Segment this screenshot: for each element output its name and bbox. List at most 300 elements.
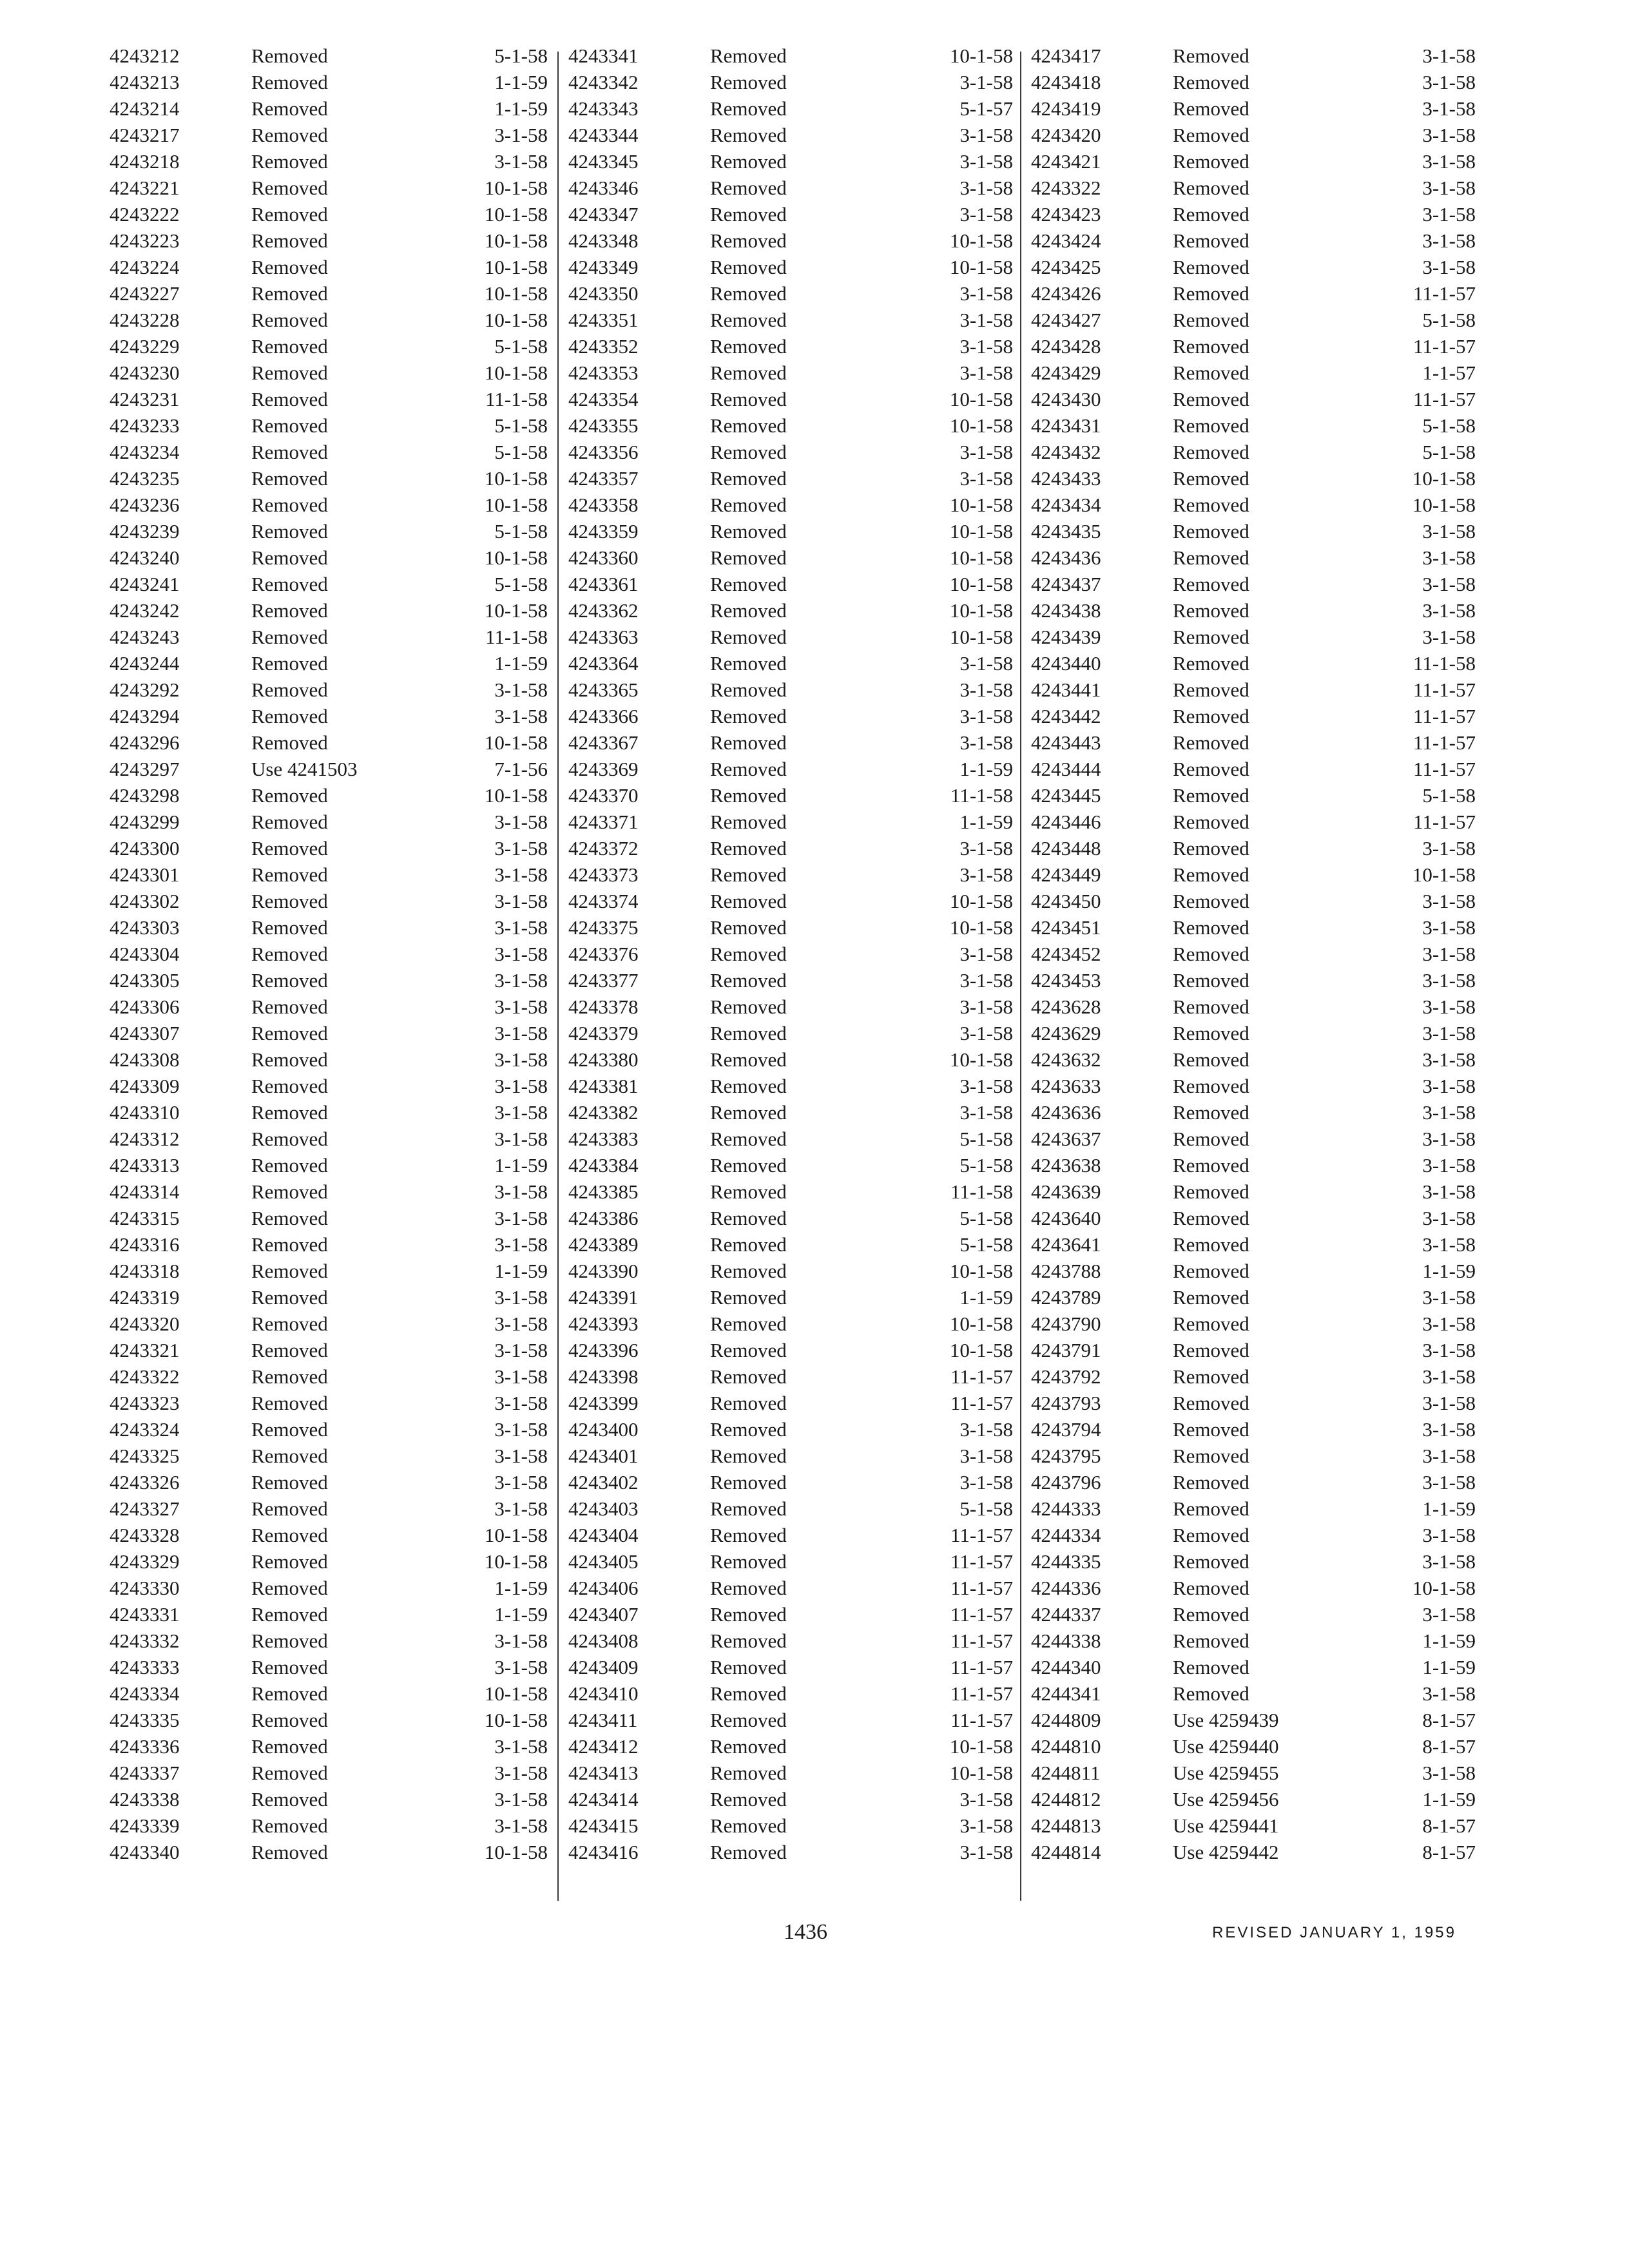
effective-date: 3-1-58 [494, 1128, 548, 1150]
effective-date: 3-1-58 [494, 1762, 548, 1784]
part-number: 4243411 [568, 1709, 638, 1731]
part-number: 4243437 [1031, 573, 1101, 595]
table-row [110, 1073, 548, 1099]
part-status: Removed [710, 705, 787, 727]
part-number: 4243421 [1031, 150, 1101, 173]
effective-date: 1-1-59 [1422, 1629, 1476, 1652]
part-status: Removed [1173, 969, 1249, 992]
part-number: 4243302 [110, 890, 180, 912]
parts-column-3 [1031, 43, 1476, 1865]
part-status: Removed [251, 1497, 328, 1520]
part-status: Removed [1173, 71, 1249, 93]
part-status: Removed [710, 256, 787, 278]
part-status: Removed [251, 678, 328, 701]
part-status: Removed [1173, 837, 1249, 860]
part-status: Removed [710, 520, 787, 543]
table-row [110, 386, 548, 412]
part-status: Removed [251, 943, 328, 965]
part-status: Removed [1173, 494, 1249, 516]
table-row [1031, 1337, 1476, 1363]
part-number: 4244338 [1031, 1629, 1101, 1652]
effective-date: 3-1-58 [959, 71, 1013, 93]
part-status: Removed [1173, 520, 1249, 543]
part-status: Removed [1173, 1550, 1249, 1573]
effective-date: 3-1-58 [494, 1048, 548, 1071]
effective-date: 3-1-58 [1422, 124, 1476, 146]
part-status: Removed [1173, 1656, 1249, 1678]
part-number: 4243390 [568, 1260, 639, 1282]
table-row [1031, 597, 1476, 624]
part-number: 4243326 [110, 1471, 180, 1494]
part-number: 4243379 [568, 1022, 639, 1044]
part-status: Removed [1173, 44, 1249, 67]
table-row [1031, 782, 1476, 809]
part-number: 4243409 [568, 1656, 639, 1678]
table-row [568, 175, 1013, 201]
effective-date: 11-1-58 [1413, 652, 1476, 675]
part-number: 4243314 [110, 1180, 180, 1203]
table-row [110, 782, 548, 809]
effective-date: 3-1-58 [494, 150, 548, 173]
part-number: 4243393 [568, 1312, 639, 1335]
part-status: Removed [710, 1180, 787, 1203]
part-number: 4243366 [568, 705, 639, 727]
table-row [1031, 1020, 1476, 1046]
effective-date: 10-1-58 [1412, 494, 1476, 516]
effective-date: 11-1-57 [950, 1629, 1013, 1652]
effective-date: 10-1-58 [949, 1260, 1013, 1282]
part-status: Removed [1173, 599, 1249, 622]
part-number: 4243406 [568, 1577, 639, 1599]
part-number: 4243639 [1031, 1180, 1101, 1203]
part-status: Removed [251, 652, 328, 675]
table-row [568, 703, 1013, 729]
part-number: 4243352 [568, 335, 639, 358]
effective-date: 3-1-58 [1422, 916, 1476, 939]
part-number: 4243244 [110, 652, 180, 675]
part-status: Removed [251, 1048, 328, 1071]
effective-date: 3-1-58 [1422, 1550, 1476, 1573]
part-number: 4243427 [1031, 309, 1101, 331]
table-row [1031, 465, 1476, 492]
part-status: Removed [251, 97, 328, 120]
part-status: Removed [251, 1814, 328, 1837]
part-status: Removed [1173, 150, 1249, 173]
effective-date: 10-1-58 [484, 1524, 548, 1546]
part-status: Removed [1173, 916, 1249, 939]
part-status: Removed [710, 150, 787, 173]
part-number: 4243638 [1031, 1154, 1101, 1177]
part-number: 4243404 [568, 1524, 639, 1546]
part-status: Removed [251, 1550, 328, 1573]
part-number: 4243332 [110, 1629, 180, 1652]
effective-date: 3-1-58 [959, 467, 1013, 490]
effective-date: 3-1-58 [959, 1788, 1013, 1811]
part-status: Removed [251, 1075, 328, 1097]
effective-date: 3-1-58 [959, 309, 1013, 331]
effective-date: 3-1-58 [494, 916, 548, 939]
part-status: Removed [710, 1550, 787, 1573]
part-number: 4243415 [568, 1814, 639, 1837]
part-number: 4243424 [1031, 229, 1101, 252]
table-row [1031, 386, 1476, 412]
effective-date: 11-1-57 [1413, 758, 1476, 780]
part-number: 4243629 [1031, 1022, 1101, 1044]
effective-date: 3-1-58 [494, 1735, 548, 1758]
part-status: Removed [1173, 309, 1249, 331]
part-status: Removed [1173, 1392, 1249, 1414]
part-number: 4243353 [568, 361, 639, 384]
effective-date: 3-1-58 [494, 1312, 548, 1335]
part-status: Removed [251, 494, 328, 516]
part-status: Removed [1173, 1233, 1249, 1256]
table-row [1031, 1575, 1476, 1601]
part-number: 4243418 [1031, 71, 1101, 93]
effective-date: 11-1-57 [1413, 705, 1476, 727]
part-status: Removed [710, 678, 787, 701]
part-status: Removed [251, 863, 328, 886]
part-number: 4243386 [568, 1207, 639, 1229]
effective-date: 10-1-58 [484, 1550, 548, 1573]
part-status: Removed [251, 1207, 328, 1229]
effective-date: 11-1-57 [950, 1603, 1013, 1626]
table-row [568, 571, 1013, 597]
effective-date: 3-1-58 [1422, 1392, 1476, 1414]
effective-date: 3-1-58 [1422, 1207, 1476, 1229]
effective-date: 3-1-58 [494, 1656, 548, 1678]
table-row [110, 1495, 548, 1522]
table-row [1031, 888, 1476, 914]
part-status: Removed [1173, 1207, 1249, 1229]
table-row [568, 1337, 1013, 1363]
table-row [110, 677, 548, 703]
part-status: Removed [710, 494, 787, 516]
effective-date: 3-1-58 [1422, 599, 1476, 622]
table-row [568, 122, 1013, 148]
part-number: 4243381 [568, 1075, 639, 1097]
table-row [1031, 1601, 1476, 1628]
table-row [1031, 43, 1476, 69]
part-status: Removed [1173, 256, 1249, 278]
table-row [110, 729, 548, 756]
effective-date: 3-1-58 [494, 1365, 548, 1388]
table-row [110, 227, 548, 254]
part-number: 4243310 [110, 1101, 180, 1124]
table-row [110, 1258, 548, 1284]
table-row [110, 1126, 548, 1152]
part-number: 4243425 [1031, 256, 1101, 278]
table-row [110, 914, 548, 941]
part-status: Removed [1173, 441, 1249, 463]
part-status: Removed [710, 1286, 787, 1309]
part-number: 4243789 [1031, 1286, 1101, 1309]
part-status: Removed [1173, 1128, 1249, 1150]
part-status: Removed [251, 361, 328, 384]
table-row [110, 360, 548, 386]
part-status: Removed [1173, 784, 1249, 807]
part-status: Removed [251, 599, 328, 622]
table-row [110, 1680, 548, 1707]
part-status: Removed [251, 995, 328, 1018]
effective-date: 10-1-58 [949, 599, 1013, 622]
table-row [110, 175, 548, 201]
part-status: Removed [710, 335, 787, 358]
effective-date: 10-1-58 [949, 1048, 1013, 1071]
part-status: Removed [710, 758, 787, 780]
table-row [568, 1575, 1013, 1601]
part-number: 4243320 [110, 1312, 180, 1335]
part-number: 4243334 [110, 1682, 180, 1705]
table-row [568, 1680, 1013, 1707]
part-status: Removed [710, 1788, 787, 1811]
effective-date: 1-1-59 [494, 652, 548, 675]
part-status: Removed [710, 652, 787, 675]
part-number: 4243349 [568, 256, 639, 278]
part-status: Removed [1173, 1339, 1249, 1361]
effective-date: 3-1-58 [959, 863, 1013, 886]
effective-date: 3-1-58 [494, 1471, 548, 1494]
table-row [568, 43, 1013, 69]
effective-date: 7-1-56 [494, 758, 548, 780]
effective-date: 10-1-58 [484, 1841, 548, 1863]
effective-date: 3-1-58 [959, 652, 1013, 675]
part-number: 4243298 [110, 784, 180, 807]
part-status: Removed [710, 916, 787, 939]
effective-date: 3-1-58 [1422, 1048, 1476, 1071]
part-number: 4243640 [1031, 1207, 1101, 1229]
table-row [110, 412, 548, 439]
part-status: Removed [710, 1762, 787, 1784]
table-row [110, 1812, 548, 1839]
effective-date: 10-1-58 [949, 546, 1013, 569]
part-status: Removed [710, 1339, 787, 1361]
column-divider [1020, 52, 1021, 1901]
effective-date: 3-1-58 [1422, 1022, 1476, 1044]
effective-date: 5-1-58 [494, 414, 548, 437]
part-status: Removed [710, 1735, 787, 1758]
part-number: 4243632 [1031, 1048, 1101, 1071]
part-number: 4243297 [110, 758, 180, 780]
part-status: Removed [251, 969, 328, 992]
part-status: Removed [251, 1682, 328, 1705]
part-number: 4243236 [110, 494, 180, 516]
table-row [1031, 1469, 1476, 1495]
effective-date: 11-1-57 [1413, 388, 1476, 410]
part-status: Removed [251, 335, 328, 358]
table-row [1031, 1363, 1476, 1390]
table-row [110, 1311, 548, 1337]
part-status: Removed [710, 1709, 787, 1731]
table-row [568, 967, 1013, 994]
part-number: 4243359 [568, 520, 639, 543]
effective-date: 10-1-58 [484, 177, 548, 199]
table-row [110, 307, 548, 333]
part-number: 4243303 [110, 916, 180, 939]
part-status: Removed [251, 150, 328, 173]
part-number: 4243330 [110, 1577, 180, 1599]
table-row [1031, 1707, 1476, 1733]
part-status: Removed [710, 626, 787, 648]
table-row [1031, 492, 1476, 518]
effective-date: 10-1-58 [949, 1735, 1013, 1758]
effective-date: 3-1-58 [1422, 1762, 1476, 1784]
part-number: 4243228 [110, 309, 180, 331]
table-row [1031, 201, 1476, 227]
part-status: Removed [251, 1154, 328, 1177]
part-status: Use 4259456 [1173, 1788, 1279, 1811]
part-number: 4243230 [110, 361, 180, 384]
table-row [568, 914, 1013, 941]
part-number: 4244335 [1031, 1550, 1101, 1573]
part-number: 4243450 [1031, 890, 1101, 912]
effective-date: 5-1-58 [959, 1207, 1013, 1229]
part-number: 4243405 [568, 1550, 639, 1573]
part-number: 4243304 [110, 943, 180, 965]
part-number: 4244337 [1031, 1603, 1101, 1626]
effective-date: 11-1-57 [950, 1682, 1013, 1705]
part-number: 4244814 [1031, 1841, 1101, 1863]
part-number: 4243382 [568, 1101, 639, 1124]
part-status: Removed [710, 441, 787, 463]
part-status: Removed [710, 1392, 787, 1414]
effective-date: 8-1-57 [1422, 1709, 1476, 1731]
part-status: Removed [710, 203, 787, 226]
table-row [110, 624, 548, 650]
part-status: Removed [710, 229, 787, 252]
effective-date: 5-1-57 [959, 97, 1013, 120]
table-row [568, 1628, 1013, 1654]
effective-date: 11-1-58 [485, 388, 548, 410]
part-status: Removed [710, 282, 787, 305]
table-row [568, 729, 1013, 756]
part-status: Removed [710, 1048, 787, 1071]
table-row [110, 1628, 548, 1654]
table-row [110, 1786, 548, 1812]
part-number: 4243445 [1031, 784, 1101, 807]
effective-date: 11-1-58 [950, 1180, 1013, 1203]
part-status: Removed [1173, 282, 1249, 305]
table-row [1031, 1311, 1476, 1337]
part-number: 4243309 [110, 1075, 180, 1097]
effective-date: 11-1-58 [950, 784, 1013, 807]
part-number: 4243383 [568, 1128, 639, 1150]
part-number: 4243432 [1031, 441, 1101, 463]
effective-date: 3-1-58 [1422, 1418, 1476, 1441]
effective-date: 3-1-58 [494, 837, 548, 860]
part-status: Removed [251, 256, 328, 278]
table-row [1031, 1812, 1476, 1839]
part-status: Use 4259440 [1173, 1735, 1279, 1758]
part-status: Removed [251, 1471, 328, 1494]
table-row [110, 69, 548, 95]
effective-date: 3-1-58 [494, 1392, 548, 1414]
part-status: Removed [710, 1682, 787, 1705]
effective-date: 11-1-57 [1413, 731, 1476, 754]
table-row [1031, 1733, 1476, 1760]
effective-date: 10-1-58 [949, 573, 1013, 595]
part-number: 4243322 [110, 1365, 180, 1388]
table-row [568, 1152, 1013, 1178]
part-status: Removed [251, 1233, 328, 1256]
effective-date: 1-1-59 [959, 811, 1013, 833]
part-status: Removed [251, 705, 328, 727]
effective-date: 3-1-58 [959, 943, 1013, 965]
effective-date: 10-1-58 [484, 1709, 548, 1731]
table-row [568, 1495, 1013, 1522]
part-status: Removed [251, 573, 328, 595]
part-status: Removed [710, 309, 787, 331]
part-number: 4243356 [568, 441, 639, 463]
effective-date: 11-1-58 [485, 626, 548, 648]
table-row [110, 43, 548, 69]
part-number: 4243641 [1031, 1233, 1101, 1256]
part-number: 4243350 [568, 282, 639, 305]
part-status: Removed [251, 203, 328, 226]
part-number: 4243451 [1031, 916, 1101, 939]
effective-date: 3-1-58 [494, 705, 548, 727]
part-number: 4243791 [1031, 1339, 1101, 1361]
part-number: 4243420 [1031, 124, 1101, 146]
effective-date: 3-1-58 [959, 1445, 1013, 1467]
effective-date: 3-1-58 [959, 203, 1013, 226]
part-status: Removed [710, 414, 787, 437]
table-row [110, 571, 548, 597]
part-status: Removed [1173, 1603, 1249, 1626]
table-row [568, 333, 1013, 360]
table-row [1031, 1231, 1476, 1258]
table-row [1031, 1786, 1476, 1812]
part-status: Removed [1173, 1629, 1249, 1652]
part-number: 4243339 [110, 1814, 180, 1837]
part-number: 4243423 [1031, 203, 1101, 226]
effective-date: 5-1-58 [959, 1128, 1013, 1150]
effective-date: 1-1-59 [959, 1286, 1013, 1309]
table-row [110, 148, 548, 175]
part-number: 4243239 [110, 520, 180, 543]
effective-date: 1-1-59 [494, 1154, 548, 1177]
part-number: 4243294 [110, 705, 180, 727]
table-row [110, 1575, 548, 1601]
part-status: Removed [710, 1577, 787, 1599]
part-number: 4243369 [568, 758, 639, 780]
effective-date: 3-1-58 [1422, 177, 1476, 199]
part-status: Removed [251, 626, 328, 648]
part-status: Removed [251, 1128, 328, 1150]
part-status: Removed [1173, 335, 1249, 358]
table-row [568, 1707, 1013, 1733]
table-row [1031, 624, 1476, 650]
part-status: Removed [710, 1233, 787, 1256]
part-number: 4243234 [110, 441, 180, 463]
part-number: 4243431 [1031, 414, 1101, 437]
table-row [1031, 835, 1476, 861]
effective-date: 5-1-58 [959, 1497, 1013, 1520]
effective-date: 10-1-58 [484, 282, 548, 305]
table-row [568, 809, 1013, 835]
part-status: Removed [710, 97, 787, 120]
effective-date: 1-1-59 [494, 1603, 548, 1626]
part-number: 4243346 [568, 177, 639, 199]
table-row [568, 1205, 1013, 1231]
table-row [110, 756, 548, 782]
table-row [568, 677, 1013, 703]
table-row [1031, 1046, 1476, 1073]
part-number: 4243370 [568, 784, 639, 807]
part-status: Removed [1173, 1101, 1249, 1124]
effective-date: 10-1-58 [949, 916, 1013, 939]
effective-date: 11-1-57 [1413, 811, 1476, 833]
part-number: 4243430 [1031, 388, 1101, 410]
